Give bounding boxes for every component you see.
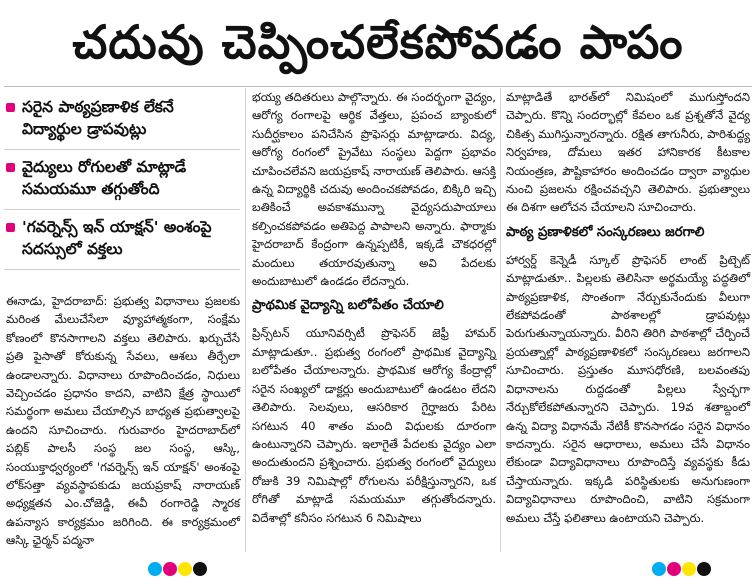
article-column-1 [6,292,240,550]
registration-dot [667,562,681,576]
bullet-icon [6,163,15,172]
article-column-2 [252,88,496,527]
registration-dot [178,562,192,576]
registration-dot [652,562,666,576]
highlight-item [4,90,240,150]
headline-rule [4,86,752,87]
column-divider [245,88,246,552]
column-divider [500,88,501,552]
article-paragraph: ప్రిన్స్‌టన్ యూనివర్సిటీ ప్రొఫెసర్ జెఫ్రీ హామర్ మాట్లాడుతూ.. ప్రభుత్వ రంగంలో ప్రాథమిక వైద్యాన్ని బలోపేతం చేయాలన్నారు. ప్రాథమిక ఆరోగ్య కేంద్రాల్లో సరైన సంఖ్యలో డాక్టర్లు అందుబాటులో ఉండటం లేదని తెలిపారు. సెలవులు, ఆసరికార గైర్హాజరు పేరిట సగటున 40 శాతం మంది విధులకు దూరంగా ఉంటున్నారని చెప్పారు. ఇలాగైతే పేదలకు వైద్యం ఎలా అందుతుందని ప్రశ్నించారు. ప్రభుత్వ రంగంలో వైద్యులు రోజుకి 39 నిమిషాల్లో రోగులను పరీక్షిస్తున్నారని, ఒక రోగితో మాట్లాడే సమయమూ తగ్గుతోందన్నారు. విదేశాల్లో కనీసం సగటున 6 నిమిషాలు [252,326,496,525]
color-registration-marks [652,562,711,576]
highlight-text: సరైన పాఠ్యప్రణాళిక లేకనే విద్యార్థుల డ్రాపవుట్లు [22,98,174,138]
highlight-item [4,210,240,270]
registration-dot [682,562,696,576]
registration-dot [193,562,207,576]
article-paragraph: మాట్లాడితే భారత్‌లో నిమిషంలో ముగుస్తోందని చెప్పారు. కొన్ని సందర్భాల్లో కేవలం ఒక ప్రశ్నతోనే వైద్య చికిత్స ముగిస్తున్నారన్నారు. రక్షిత తాగునీరు, పారిశుద్ధ్య నిర్వహణ, దోమలు ఇతర హానికారక కీటకాల నియంత్రణ, పౌష్టికాహారం అందించడం ద్వారా వ్యాధుల నుంచి ప్రజలను రక్షించవచ్చని తెలిపారు. ప్రభుత్వాలు ఈ దిశగా ఆలోచన చేయాలని సూచించారు. [506,90,750,215]
color-registration-marks [148,562,207,576]
highlight-item [4,150,240,210]
registration-dot [148,562,162,576]
article-paragraph: హార్వర్డ్ కెన్నెడీ స్కూల్ ప్రొఫెసర్ లాంట్ ప్రిట్చెట్ మాట్లాడుతూ.. పిల్లలకు తెలిసినా అర్థమయ్యే పద్ధతిలో పాఠ్యప్రణాళిక, సొంతంగా నేర్చుకునేందుకు వీలుగా లేకపోవడంతో పాఠశాలల్లో డ్రాపవుట్లు పెరుగుతున్నాయన్నారు. వీరిని తిరిగి పాఠశాల్లో చేర్పించే ప్రయత్నాల్లో పాఠ్యప్రణాళికలో సంస్కరణలు జరగాలని సూచించారు. ప్రస్తుతం మూసధోరణి, బలవంతపు విధానాలను రుద్దడంతో పిల్లలు స్వేచ్ఛగా నేర్చుకోలేకపోతున్నారని చెప్పారు. 19వ శతాబ్దంలో ఉన్న విద్యా విధానమే నేటికీ కొనసాగడం సరైన విధానం కాదన్నారు. సరైన ఆధారాలు, అమలు చేసే విధానం లేకుండా విద్యావిధానాలు రూపొందిస్తే వ్యవస్థకు కీడు చేస్తాయన్నారు. ఇక్కడి పరిస్థితులకు అనుగుణంగా విద్యావిధానాలు రూపొందించి, వాటిని సక్రమంగా అమలు చేస్తే ఫలితాలు ఉంటాయని చెప్పారు. [506,252,750,525]
subheading-primary-healthcare: ప్రాథమిక వైద్యాన్ని బలోపేతం చేయాలి [252,298,444,314]
registration-dot [697,562,711,576]
registration-dot [163,562,177,576]
bullet-icon [6,103,15,112]
highlights-box [4,90,240,270]
article-column-3 [506,88,750,527]
highlight-text: 'గవర్నెన్స్ ఇన్ యాక్షన్' అంశంపై సదస్సులో వక్తలు [22,218,212,258]
article-paragraph: భయ్య తదితరులు పాల్గొన్నారు. ఈ సందర్భంగా వైద్యం, ఆరోగ్య రంగాలపై ఆర్థిక వేత్తలు, ప్రపంచ బ్యాంకులో సుదీర్ఘకాలం పనిచేసిన ప్రొఫెసర్లు మాట్లాడారు. విద్య, ఆరోగ్య రంగంలో ప్రైవేటు సంస్థలు పెద్దగా ప్రభావం చూపించలేవని జయప్రకాష్ నారాయణ్ తెలిపారు. ఆసక్తి ఉన్న విద్యార్థికి చదువు అందించకపోవడం, బిక్కిరి ఇచ్చి బతికించే అవకాశమున్నా వైద్యసదుపాయాలు కల్పించకపోవడం అతిపెద్ద పాపాలని అన్నారు. ఫార్మాకు హైదరాబాద్ కేంద్రంగా ఉన్నప్పటికీ, ఇక్కడే చౌకధరల్లో మందులు తయారవుతున్నా అవి పేదలకు అందుబాటులో ఉండడం లేదన్నారు. [252,90,496,289]
article-paragraph: ఈనాడు, హైదరాబాద్: ప్రభుత్వ విధానాలు ప్రజలకు మరింత మేలుచేసేలా వ్యూహాత్మకంగా, సంక్షేమ కోణంలో కొనసాగాలని వక్తలు తెలిపారు. ఖర్చుచేసే ప్రతి పైసాతో కోరుకున్న సేవలు, ఆశలు తీర్చేలా ఉండాలన్నారు. విధానాలు రూపొందించడం, నిధులు వెచ్చించడం ప్రధానం కాదని, వాటిని క్షేత్ర స్థాయిలో సమర్థంగా అమలు చేయాల్సిన బాధ్యత ప్రభుత్వాలపై ఉందని సూచించారు. గురువారం హైదరాబాద్‌లో పబ్లిక్ పాలసీ సంస్థ జల సంస్థ, ఆస్కి, సంయుక్తాధ్వర్యంలో 'గవర్నెన్స్ ఇన్ యాక్షన్' అంశంపై లోక్‌సత్తా వ్యవస్థాపకుడు జయప్రకాష్ నారాయణ్ అధ్యక్షతన ఎం.చోజెడ్డి, ఈవీ రంగారెడ్డి స్మారక ఉపన్యాస కార్యక్రమం జరిగింది. ఈ కార్యక్రమంలో ఆస్కి ఛైర్మన్ పద్మనా [6,294,240,548]
subheading-curriculum-reforms: పాఠ్య ప్రణాళికలో సంస్కరణలు జరగాలి [506,224,705,240]
bullet-icon [6,223,15,232]
headline: చదువు చెప్పించలేకపోవడం పాపం [72,15,684,69]
highlight-text: వైద్యులు రోగులతో మాట్లాడే సమయమూ తగ్గుతోంది [22,158,187,198]
